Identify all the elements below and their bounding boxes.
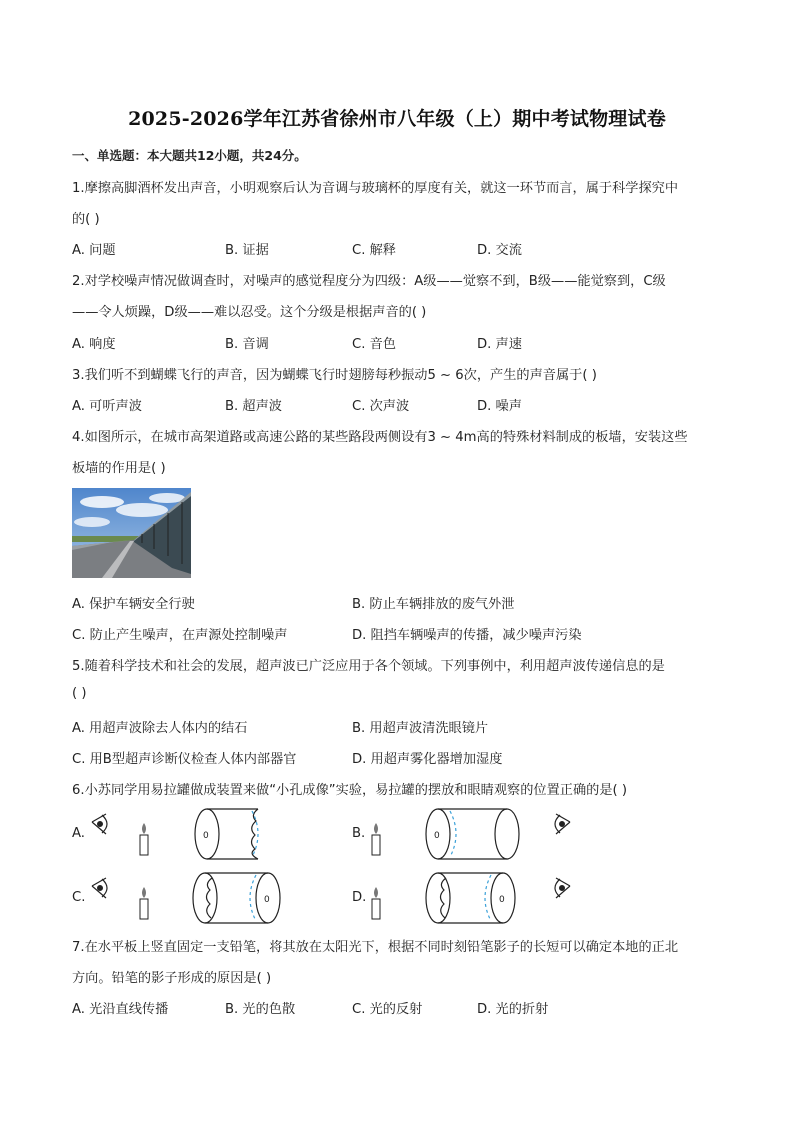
q2-option-c[interactable]: C. 音色 [352, 337, 396, 352]
q3-option-c[interactable]: C. 次声波 [352, 399, 410, 414]
question-2-line-1: 2.对学校噪声情况做调查时，对噪声的感觉程度分为四级：A级——觉察不到，B级——能觉察到，C级 [72, 274, 666, 289]
q6-option-b[interactable]: B. [352, 826, 366, 841]
svg-text:0: 0 [264, 895, 270, 905]
question-4-line-2: 板墙的作用是( ) [72, 461, 166, 476]
q3-option-a[interactable]: A. 可听声波 [72, 399, 142, 414]
q2-option-b[interactable]: B. 音调 [225, 337, 269, 352]
can-icon [193, 873, 280, 923]
question-5-line-2: ( ) [72, 686, 87, 701]
question-7-line-2: 方向。铅笔的影子形成的原因是( ) [72, 971, 272, 986]
q7-option-c[interactable]: C. 光的反射 [352, 1002, 423, 1017]
q5-option-b[interactable]: B. 用超声波清洗眼镜片 [352, 721, 489, 736]
q5-option-d[interactable]: D. 用超声雾化器增加湿度 [352, 752, 503, 767]
candle-icon [372, 887, 380, 919]
eye-icon [92, 878, 107, 898]
q4-option-d[interactable]: D. 阻挡车辆噪声的传播，减少噪声污染 [352, 628, 582, 643]
candle-icon [372, 823, 380, 855]
section-heading: 一、单选题：本大题共12小题，共24分。 [72, 148, 307, 163]
q2-option-a[interactable]: A. 响度 [72, 337, 116, 352]
q1-option-a[interactable]: A. 问题 [72, 243, 116, 258]
q4-option-b[interactable]: B. 防止车辆排放的废气外泄 [352, 597, 515, 612]
question-5-line-1: 5.随着科学技术和社会的发展，超声波已广泛应用于各个领域。下列事例中，利用超声波传递信息的是 [72, 659, 665, 674]
question-2-line-2: ——令人烦躁，D级——难以忍受。这个分级是根据声音的( ) [72, 305, 427, 320]
question-3-line-1: 3.我们听不到蝴蝶飞行的声音，因为蝴蝶飞行时翅膀每秒振动5 ~ 6次，产生的声音属于( ) [72, 368, 597, 383]
question-1-line-1: 1.摩擦高脚酒杯发出声音，小明观察后认为音调与玻璃杯的厚度有关，就这一环节而言，属于科学探究中 [72, 181, 679, 196]
candle-icon [140, 887, 148, 919]
q6-figure-b [368, 806, 580, 864]
q6-option-c[interactable]: C. [72, 890, 86, 905]
question-7-line-1: 7.在水平板上竖直固定一支铅笔，将其放在太阳光下，根据不同时刻铅笔影子的长短可以确定本地的正北 [72, 940, 679, 955]
q6-figure-a [88, 806, 310, 864]
can-icon [426, 873, 515, 923]
question-6-line-1: 6.小苏同学用易拉罐做成装置来做“小孔成像”实验，易拉罐的摆放和眼睛观察的位置正确的是( ) [72, 783, 628, 798]
q7-option-d[interactable]: D. 光的折射 [477, 1002, 549, 1017]
svg-text:0: 0 [434, 831, 440, 841]
q3-option-d[interactable]: D. 噪声 [477, 399, 522, 414]
can-icon [195, 809, 258, 859]
eye-icon [555, 814, 570, 834]
question-4-line-1: 4.如图所示，在城市高架道路或高速公路的某些路段两侧设有3 ~ 4m高的特殊材料制成的板墙，安装这些 [72, 430, 688, 445]
candle-icon [140, 823, 148, 855]
eye-icon [92, 814, 107, 834]
eye-icon [555, 878, 570, 898]
highway-noise-barrier-photo [72, 488, 191, 578]
svg-text:0: 0 [499, 895, 505, 905]
page-title: 2025-2026学年江苏省徐州市八年级（上）期中考试物理试卷 [128, 108, 666, 130]
q1-option-d[interactable]: D. 交流 [477, 243, 522, 258]
q7-option-a[interactable]: A. 光沿直线传播 [72, 1002, 169, 1017]
q6-figure-d [368, 870, 580, 928]
question-1-line-2: 的( ) [72, 212, 100, 227]
q2-option-d[interactable]: D. 声速 [477, 337, 522, 352]
svg-text:0: 0 [203, 831, 209, 841]
q1-option-c[interactable]: C. 解释 [352, 243, 396, 258]
q6-figure-c [88, 870, 310, 928]
q6-option-d[interactable]: D. [352, 890, 367, 905]
q6-option-a[interactable]: A. [72, 826, 85, 841]
q5-option-c[interactable]: C. 用B型超声诊断仪检查人体内部器官 [72, 752, 297, 767]
q4-option-c[interactable]: C. 防止产生噪声，在声源处控制噪声 [72, 628, 288, 643]
q3-option-b[interactable]: B. 超声波 [225, 399, 282, 414]
q5-option-a[interactable]: A. 用超声波除去人体内的结石 [72, 721, 248, 736]
q4-option-a[interactable]: A. 保护车辆安全行驶 [72, 597, 195, 612]
q1-option-b[interactable]: B. 证据 [225, 243, 269, 258]
can-icon [426, 809, 519, 859]
q7-option-b[interactable]: B. 光的色散 [225, 1002, 296, 1017]
